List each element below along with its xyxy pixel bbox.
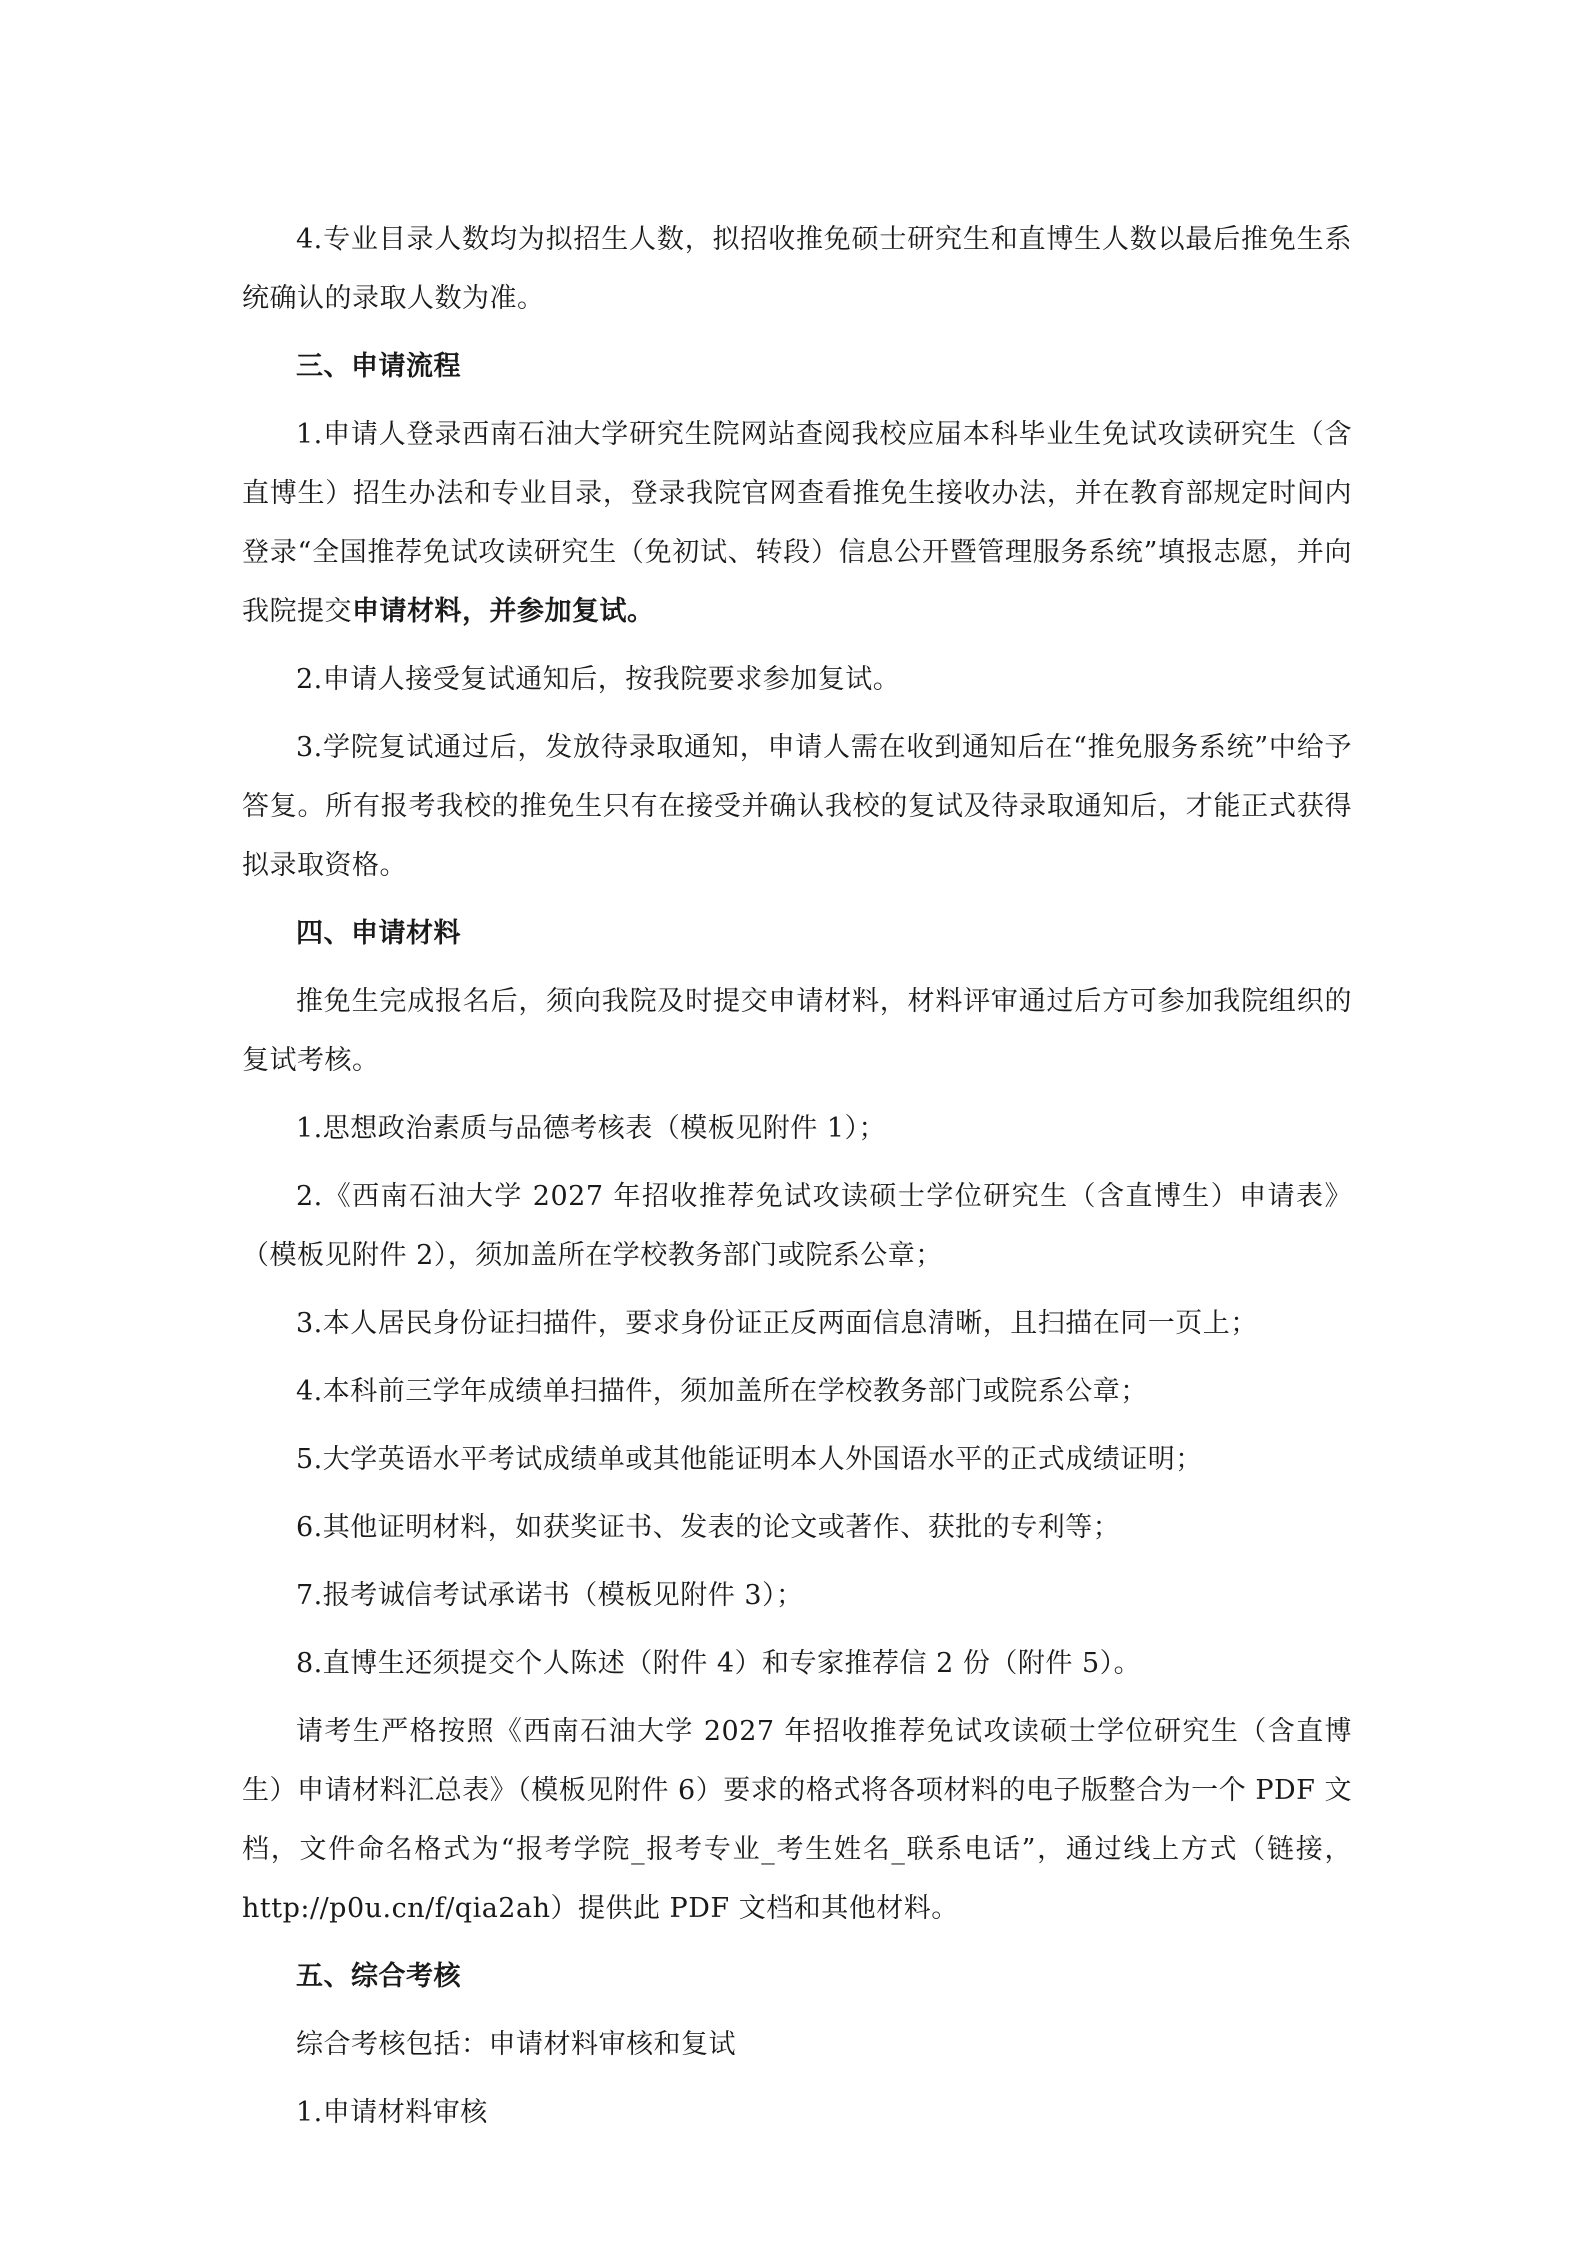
- section3-paragraph-1: [242, 405, 1352, 641]
- section4-item-4: 4.本科前三学年成绩单扫描件，须加盖所在学校教务部门或院系公章；: [296, 1376, 1148, 1407]
- document-body: [242, 210, 1352, 2142]
- section4-heading: 四、申请材料: [296, 918, 461, 949]
- section3-paragraph-2: 2.申请人接受复试通知后，按我院要求参加复试。: [296, 664, 901, 695]
- section3-p1-bold: 申请材料，并参加复试。: [352, 596, 655, 627]
- item4-note: 4.专业目录人数均为拟招生人数，拟招收推免硕士研究生和直博生人数以最后推免生系统确认的录取人数为准。: [242, 224, 1352, 314]
- section3-heading: 三、申请流程: [296, 351, 461, 382]
- section4-item-3: 3.本人居民身份证扫描件，要求身份证正反两面信息清晰，且扫描在同一页上；: [296, 1308, 1258, 1339]
- section3-paragraph-3: 3.学院复试通过后，发放待录取通知，申请人需在收到通知后在“推免服务系统”中给予答复。所有报考我校的推免生只有在接受并确认我校的复试及待录取通知后，才能正式获得拟录取资格。: [242, 732, 1352, 881]
- section4-item-2: 2.《西南石油大学 2027 年招收推荐免试攻读硕士学位研究生（含直博生）申请表》（模板见附件 2），须加盖所在学校教务部门或院系公章；: [242, 1181, 1352, 1271]
- section4-intro: 推免生完成报名后，须向我院及时提交申请材料，材料评审通过后方可参加我院组织的复试考核。: [242, 986, 1352, 1076]
- section4-closing: 请考生严格按照《西南石油大学 2027 年招收推荐免试攻读硕士学位研究生（含直博生）申请材料汇总表》（模板见附件 6）要求的格式将各项材料的电子版整合为一个 PDF 文档，文件命名格式为“报考学院_报考专业_考生姓名_联系电话”，通过线上方式（链接，http://p0u.cn/f/qia2ah）提供此 PDF 文档和其他材料。: [242, 1716, 1352, 1924]
- section5-intro: 综合考核包括：申请材料审核和复试: [296, 2029, 736, 2060]
- section4-item-5: 5.大学英语水平考试成绩单或其他能证明本人外国语水平的正式成绩证明；: [296, 1444, 1203, 1475]
- section4-item-8: 8.直博生还须提交个人陈述（附件 4）和专家推荐信 2 份（附件 5）。: [296, 1648, 1142, 1679]
- section5-heading: 五、综合考核: [296, 1961, 461, 1992]
- section5-sub1: 1.申请材料审核: [296, 2097, 488, 2128]
- section4-item-1: 1.思想政治素质与品德考核表（模板见附件 1）；: [296, 1113, 887, 1144]
- section4-item-6: 6.其他证明材料，如获奖证书、发表的论文或著作、获批的专利等；: [296, 1512, 1121, 1543]
- section3-p1-text: 1.申请人登录西南石油大学研究生院网站查阅我校应届本科毕业生免试攻读研究生（含直博生）招生办法和专业目录，登录我院官网查看推免生接收办法，并在教育部规定时间内登录“全国推荐免试攻读研究生（免初试、转段）信息公开暨管理服务系统”填报志愿，并向我院提交: [242, 419, 1352, 627]
- section4-item-7: 7.报考诚信考试承诺书（模板见附件 3）；: [296, 1580, 804, 1611]
